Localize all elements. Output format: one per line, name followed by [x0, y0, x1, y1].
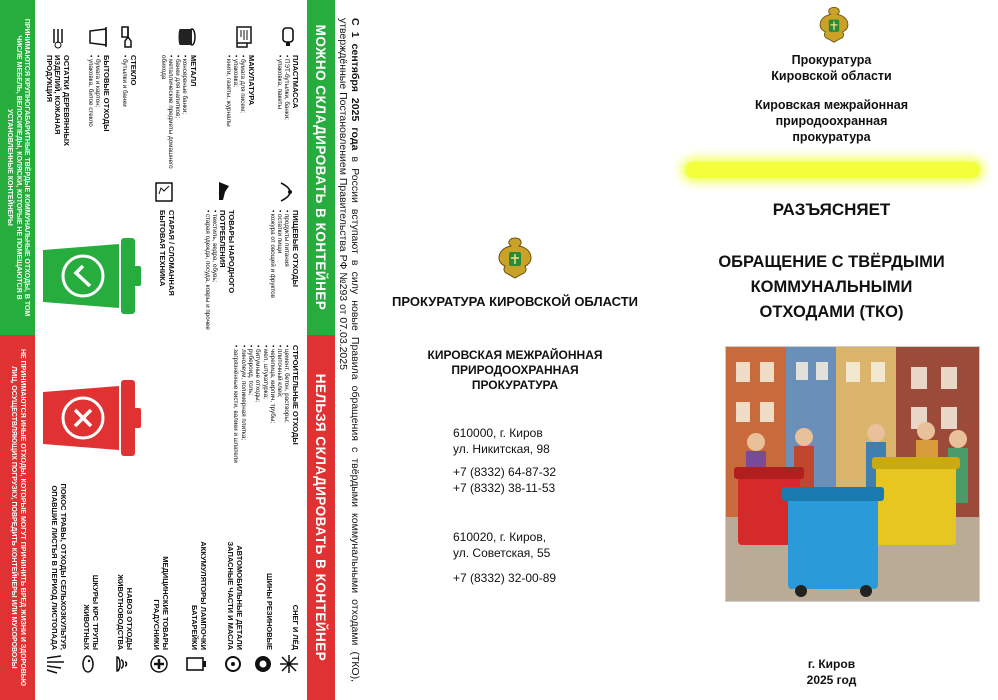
category-glass — [121, 55, 137, 175]
category-item: • плиточный клей; — [276, 345, 284, 398]
category-consumer-goods — [203, 210, 235, 330]
forbidden-header: НЕЛЬЗЯ СКЛАДИРОВАТЬ В КОНТЕЙНЕР — [307, 335, 335, 700]
phone-2[interactable]: +7 (8332) 38-11-53 — [453, 481, 556, 495]
category-item: • бумага и картон; — [94, 55, 102, 108]
left-panel — [0, 0, 365, 700]
category-household — [87, 55, 110, 175]
intro-date: С 1 сентября 2025 года — [349, 18, 361, 151]
battery-icon — [185, 654, 207, 674]
forbidden-bin-icon — [41, 370, 141, 466]
category-batteries — [190, 540, 207, 650]
prosecutor-emblem-icon — [494, 234, 536, 280]
category-title: ПИЩЕВЫЕ ОТХОДЫ — [291, 210, 300, 287]
category-wood — [45, 55, 71, 175]
allowed-footer: ПРИНИМАЮТСЯ КРУПНОГАБАРИТНЫЕ ТВЁРДЫЕ КОММУНАЛЬНЫЕ ОТХОДЫ, В ТОМ ЧИСЛЕ МЕБЕЛЬ, ВЕЛОСИПЕДЫ, КОЛЯСКИ, КОТОРЫЕ НЕ ПОМЕЩАЮТСЯ В УСТАНОВЛЕННЫЕ КОНТЕЙНЕРЫ — [0, 0, 35, 335]
category-title: ПЛАСТМАССА — [291, 55, 300, 109]
category-title: СТРОИТЕЛЬНЫЕ ОТХОДЫ — [291, 345, 300, 445]
category-item: • мел, штукатурка; — [261, 345, 269, 399]
category-title: СНЕГ И ЛЁД — [291, 604, 300, 650]
intro-text — [337, 18, 361, 682]
category-item: • ПЭТ-бутылки, банки; — [283, 55, 291, 120]
category-item: • загрязнённые кисти, валики и шпатели — [232, 345, 240, 463]
rotated-content — [0, 0, 365, 700]
category-item: • упаковка, пакеты — [276, 55, 284, 110]
explains-label: РАЗЪЯСНЯЕТ — [772, 200, 891, 219]
category-title: ШКУРЫ КРС ТРУПЫ ЖИВОТНЫХ — [82, 574, 100, 650]
wood-icon — [48, 25, 70, 49]
category-item: • консервные банки; — [181, 55, 189, 114]
category-food — [269, 210, 299, 330]
category-paper — [225, 55, 255, 175]
allowed-bin-icon — [41, 228, 141, 324]
prosecutor-emblem-icon — [815, 4, 853, 44]
category-item: • старая одежда, посуда, ковры и прочее — [203, 210, 211, 330]
right-org-1: Прокуратура Кировской области — [771, 53, 892, 83]
city-label: г. Киров — [807, 657, 856, 671]
category-title: АККУМУЛЯТОРЫ ЛАМПОЧКИ БАТАРЕЙКИ — [190, 541, 208, 650]
category-title: ПОКОС ТРАВЫ, ОТХОДЫ СЕЛЬХОЗКУЛЬТУР, ОПАВШИЕ ЛИСТЬЯ В ПЕРИОД ЛИСТОПАДА — [50, 483, 68, 650]
category-item: • черепица, кирпич, трубы; — [268, 345, 276, 424]
category-item: • банки для напитков; — [174, 55, 182, 119]
glass-bottle-icon — [115, 25, 137, 49]
category-metal — [159, 55, 197, 185]
middle-panel — [365, 0, 665, 700]
allowed-header: МОЖНО СКЛАДИРОВАТЬ В КОНТЕЙНЕР — [307, 0, 335, 335]
newspaper-icon — [233, 25, 255, 49]
forbidden-footer: НЕ ПРИНИМАЮТСЯ ИНЫЕ ОТХОДЫ, КОТОРЫЕ МОГУТ ПРИЧИНИТЬ ВРЕД ЖИЗНИ И ЗДОРОВЬЮ ЛИЦ, ОСУЩЕСТВЛЯЮЩИХ ПОГРУЗКУ, ПОВРЕДИТЬ КОНТЕЙНЕРЫ ИЛИ МУСОРОВОЗЫ — [0, 335, 35, 700]
right-org-2: Кировская межрайонная природоохранная прокуратура — [754, 98, 909, 144]
address2-line1: 610020, г. Киров, — [453, 530, 547, 544]
shoe-icon — [213, 180, 235, 204]
category-item: • упаковка; — [232, 55, 240, 87]
category-title: ШИНЫ РЕЗИНОВЫЕ — [265, 573, 274, 650]
year-label: 2025 год — [806, 673, 857, 687]
medical-icon — [149, 654, 169, 674]
category-title: ТОВАРЫ НАРОДНОГО ПОТРЕБЛЕНИЯ — [218, 210, 236, 294]
main-title: ОБРАЩЕНИЕ С ТВЁРДЫМИ КОММУНАЛЬНЫМИ ОТХОДАМИ (ТКО) — [718, 253, 945, 321]
broken-appliance-icon — [153, 180, 175, 204]
category-medical — [152, 540, 169, 650]
manure-icon — [113, 654, 133, 674]
highlight-bar — [685, 162, 980, 178]
middle-org-title: ПРОКУРАТУРА КИРОВСКОЙ ОБЛАСТИ — [392, 294, 638, 309]
category-construction — [232, 345, 299, 475]
animal-icon — [79, 654, 99, 674]
address2-line2: ул. Советская, 55 — [453, 546, 551, 560]
phone-1[interactable]: +7 (8332) 64-87-32 — [453, 465, 557, 479]
category-title: АВТОМОБИЛЬНЫЕ ДЕТАЛИ ЗАПАСНЫЕ ЧАСТИ И МАСЛА — [226, 541, 244, 650]
category-item: • продукты питания — [283, 210, 291, 267]
trash-bin-icon — [88, 25, 110, 49]
grass-icon — [45, 654, 67, 674]
category-animals — [82, 540, 99, 650]
category-tires — [265, 560, 274, 650]
car-part-icon — [223, 654, 243, 674]
recycling-illustration — [725, 346, 980, 602]
category-grass — [50, 470, 67, 650]
category-item: • текстиль, ведра, обувь; — [211, 210, 218, 283]
food-waste-icon — [277, 180, 299, 204]
category-title: МАКУЛАТУРА — [247, 55, 256, 106]
category-item: • линолеум, полимерная плитка; — [239, 345, 247, 441]
category-item: • битумные отходы; — [254, 345, 262, 403]
illustration-scene — [726, 347, 979, 601]
category-item: • металлические предметы домашнего обихода — [159, 55, 174, 169]
category-item: • книги, газеты, журналы — [224, 55, 232, 127]
category-title: БЫТОВЫЕ ОТХОДЫ — [102, 55, 111, 132]
tin-can-icon — [175, 25, 197, 49]
category-item: • упаковка, битое стекло — [87, 55, 95, 127]
address1-line2: ул. Никитская, 98 — [453, 442, 550, 456]
category-title: НАВОЗ ОТХОДЫ ЖИВОТНОВОДСТВА — [116, 574, 134, 650]
category-item: • рубероид, толь; — [247, 345, 255, 396]
category-manure — [116, 540, 133, 650]
category-item: • бумага для писем; — [239, 55, 247, 113]
category-car-parts — [226, 500, 243, 650]
category-title: МЕТАЛЛ — [189, 55, 198, 87]
category-appliances — [158, 210, 175, 330]
category-item: • кожура от овощей и фруктов — [268, 210, 276, 298]
category-title: СТЕКЛО — [129, 55, 138, 86]
intro-body: в России вступают в силу новые Правила обращения с твёрдыми коммунальными отходами (ТКО), утверждённые Постановлением Правительства РФ №293 от 07.03.2025 — [337, 18, 361, 682]
phone-3[interactable]: +7 (8332) 32-00-89 — [453, 571, 557, 585]
right-panel — [665, 0, 998, 700]
category-title: СТАРАЯ / СЛОМАННАЯ БЫТОВАЯ ТЕХНИКА — [158, 210, 176, 296]
category-item: • остатки пищи — [276, 210, 284, 254]
middle-sub-title: КИРОВСКАЯ МЕЖРАЙОННАЯ ПРИРОДООХРАННАЯ ПРОКУРАТУРА — [427, 348, 603, 392]
tire-icon — [253, 654, 273, 674]
category-title: МЕДИЦИНСКИЕ ТОВАРЫ ГРАДУСНИКИ — [152, 556, 170, 650]
category-item: • цемент, бетон, растворы; — [283, 345, 291, 423]
snowflake-icon — [279, 654, 299, 674]
category-item: • бутылки и банки — [121, 55, 129, 107]
plastic-bottle-icon — [277, 25, 299, 49]
address1-line1: 610000, г. Киров — [453, 426, 543, 440]
category-title: ОСТАТКИ ДЕРЕВЯННЫХ ИЗДЕЛИЙ, КОЖАНАЯ ПРОДУКЦИЯ — [45, 55, 71, 146]
category-snow — [291, 560, 300, 650]
category-plastic — [276, 55, 299, 175]
